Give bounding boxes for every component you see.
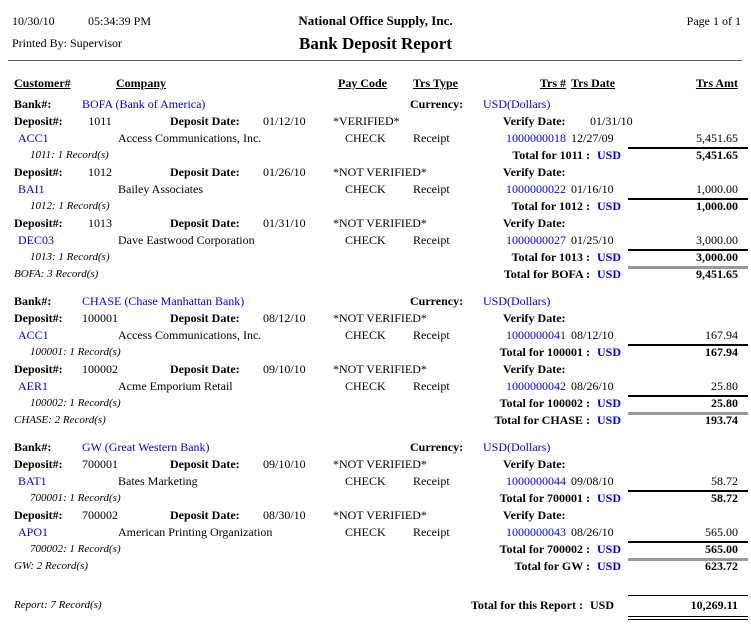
- verify-status: *NOT VERIFIED*: [333, 457, 427, 471]
- deposit-date: 08/12/10: [263, 311, 306, 325]
- deposit-number-label: Deposit#:: [14, 165, 63, 179]
- currency-label: Currency:: [410, 97, 464, 111]
- record-count: 700002: 1 Record(s): [30, 543, 121, 555]
- trs-number-link[interactable]: 1000000044: [506, 474, 566, 488]
- total-currency: USD: [597, 396, 622, 410]
- total-amount: 25.80: [711, 396, 738, 410]
- col-company: Company: [116, 76, 167, 90]
- deposit-date-label: Deposit Date:: [170, 508, 240, 522]
- verify-date-label: Verify Date:: [503, 508, 566, 522]
- transaction-row: [0, 232, 751, 249]
- col-trs-amt: Trs Amt: [695, 76, 738, 90]
- pay-code: CHECK: [345, 379, 386, 393]
- trs-date: 12/27/09: [571, 131, 614, 145]
- trs-date: 08/12/10: [571, 328, 614, 342]
- total-currency: USD: [597, 559, 622, 573]
- print-date: 10/30/10: [12, 14, 55, 28]
- company-name: Acme Emporium Retail: [118, 379, 233, 393]
- deposit-date-label: Deposit Date:: [170, 362, 240, 376]
- verify-date: 01/31/10: [590, 114, 633, 128]
- total-label: Total for 100002 :: [499, 396, 590, 410]
- trs-amount: 58.72: [711, 474, 738, 488]
- trs-date: 08/26/10: [571, 379, 614, 393]
- customer-code-link[interactable]: BAT1: [18, 474, 47, 488]
- deposit-number-label: Deposit#:: [14, 114, 63, 128]
- trs-amount: 167.94: [705, 328, 738, 342]
- record-count: 1013: 1 Record(s): [30, 251, 110, 263]
- bank-number-label: Bank#:: [14, 97, 52, 111]
- deposit-date-label: Deposit Date:: [170, 165, 240, 179]
- transaction-row: [0, 130, 751, 147]
- company-name: Access Communications, Inc.: [118, 328, 262, 342]
- deposit-date-label: Deposit Date:: [170, 114, 240, 128]
- record-count: 700001: 1 Record(s): [30, 492, 121, 504]
- trs-date: 01/16/10: [571, 182, 614, 196]
- trs-date: 01/25/10: [571, 233, 614, 247]
- total-amount: 193.74: [705, 413, 738, 427]
- trs-number-link[interactable]: 1000000022: [506, 182, 566, 196]
- deposit-total-row: [0, 490, 751, 507]
- record-count: 100002: 1 Record(s): [30, 397, 121, 409]
- report-total-amount: 10,269.11: [690, 598, 738, 612]
- trs-type: Receipt: [413, 182, 450, 196]
- record-count: BOFA: 3 Record(s): [14, 268, 99, 280]
- trs-number-link[interactable]: 1000000042: [506, 379, 566, 393]
- customer-code-link[interactable]: BAI1: [18, 182, 45, 196]
- report-total-rule-top: [628, 595, 748, 596]
- trs-amount: 3,000.00: [696, 233, 738, 247]
- total-label: Total for 1011 :: [512, 148, 590, 162]
- total-amount: 5,451.65: [696, 148, 738, 162]
- deposit-date: 08/30/10: [263, 508, 306, 522]
- deposit-total-row: [0, 344, 751, 361]
- trs-number-link[interactable]: 1000000027: [506, 233, 566, 247]
- amount-rule: [628, 344, 748, 346]
- deposit-number: 700001: [82, 457, 118, 471]
- col-trs-type: Trs Type: [413, 76, 459, 90]
- trs-number-link[interactable]: 1000000041: [506, 328, 566, 342]
- deposit-date-label: Deposit Date:: [170, 216, 240, 230]
- deposit-number: 100002: [82, 362, 118, 376]
- currency-value: USD(Dollars): [483, 294, 551, 308]
- total-amount: 623.72: [705, 559, 738, 573]
- total-amount: 565.00: [705, 542, 738, 556]
- amount-rule: [628, 490, 748, 492]
- verify-date-label: Verify Date:: [503, 311, 566, 325]
- company-name: Bates Marketing: [118, 474, 198, 488]
- deposit-total-row: [0, 249, 751, 266]
- trs-amount: 25.80: [711, 379, 738, 393]
- total-amount: 3,000.00: [696, 250, 738, 264]
- deposit-date: 01/31/10: [263, 216, 306, 230]
- pay-code: CHECK: [345, 525, 386, 539]
- deposit-number: 1011: [88, 114, 112, 128]
- transaction-row: [0, 378, 751, 395]
- deposit-number-label: Deposit#:: [14, 508, 63, 522]
- amount-rule: [628, 266, 748, 269]
- pay-code: CHECK: [345, 328, 386, 342]
- transaction-row: [0, 524, 751, 541]
- company-name: Bailey Associates: [118, 182, 203, 196]
- verify-status: *NOT VERIFIED*: [333, 362, 427, 376]
- deposit-header-row: [0, 215, 751, 232]
- total-currency: USD: [597, 267, 622, 281]
- amount-rule: [628, 541, 748, 543]
- verify-status: *NOT VERIFIED*: [333, 508, 427, 522]
- bank-total-row: [0, 412, 751, 429]
- total-currency: USD: [597, 491, 622, 505]
- bank-number-label: Bank#:: [14, 440, 52, 454]
- report-total-rule-bottom: [628, 616, 748, 620]
- customer-code-link[interactable]: ACC1: [18, 131, 49, 145]
- total-label: Total for 100001 :: [499, 345, 590, 359]
- verify-date-label: Verify Date:: [503, 114, 566, 128]
- deposit-date-label: Deposit Date:: [170, 311, 240, 325]
- currency-label: Currency:: [410, 440, 464, 454]
- bank-group-header: [0, 293, 751, 310]
- col-pay-code: Pay Code: [338, 76, 387, 90]
- bank-group-header: [0, 439, 751, 456]
- amount-rule: [628, 147, 748, 149]
- deposit-date-label: Deposit Date:: [170, 457, 240, 471]
- total-label: Total for 700002 :: [499, 542, 590, 556]
- printed-by: Printed By: Supervisor: [12, 36, 122, 50]
- header-rule: [8, 60, 742, 61]
- verify-status: *NOT VERIFIED*: [333, 216, 427, 230]
- deposit-number-label: Deposit#:: [14, 457, 63, 471]
- currency-label: Currency:: [410, 294, 464, 308]
- deposit-number: 1012: [88, 165, 112, 179]
- total-currency: USD: [597, 199, 622, 213]
- total-currency: USD: [597, 250, 622, 264]
- deposit-total-row: [0, 198, 751, 215]
- company-name: Access Communications, Inc.: [118, 131, 262, 145]
- transaction-row: [0, 473, 751, 490]
- deposit-header-row: [0, 113, 751, 130]
- customer-code-link[interactable]: ACC1: [18, 328, 49, 342]
- total-amount: 167.94: [705, 345, 738, 359]
- deposit-number: 1013: [88, 216, 112, 230]
- total-currency: USD: [597, 413, 622, 427]
- record-count: CHASE: 2 Record(s): [14, 414, 106, 426]
- deposit-total-row: [0, 395, 751, 412]
- currency-value: USD(Dollars): [483, 97, 551, 111]
- pay-code: CHECK: [345, 131, 386, 145]
- report-total-label: Total for this Report :: [471, 598, 583, 612]
- total-amount: 1,000.00: [696, 199, 738, 213]
- total-label: Total for BOFA :: [503, 267, 590, 281]
- verify-status: *NOT VERIFIED*: [333, 165, 427, 179]
- deposit-header-row: [0, 164, 751, 181]
- trs-number-link[interactable]: 1000000018: [506, 131, 566, 145]
- bank-code-link[interactable]: BOFA (Bank of America): [82, 97, 206, 111]
- trs-type: Receipt: [413, 379, 450, 393]
- bank-total-row: [0, 266, 751, 283]
- verify-date-label: Verify Date:: [503, 457, 566, 471]
- report-title: Bank Deposit Report: [298, 34, 452, 53]
- deposit-number: 700002: [82, 508, 118, 522]
- transaction-row: [0, 327, 751, 344]
- trs-type: Receipt: [413, 328, 450, 342]
- deposit-header-row: [0, 507, 751, 524]
- amount-rule: [628, 412, 748, 415]
- deposit-number-label: Deposit#:: [14, 362, 63, 376]
- deposit-header-row: [0, 361, 751, 378]
- deposit-date: 01/12/10: [263, 114, 306, 128]
- amount-rule: [628, 198, 748, 200]
- total-amount: 9,451.65: [696, 267, 738, 281]
- verify-status: *NOT VERIFIED*: [333, 311, 427, 325]
- bank-code-link[interactable]: GW (Great Western Bank): [82, 440, 210, 454]
- bank-group-header: [0, 96, 751, 113]
- record-count: GW: 2 Record(s): [14, 560, 89, 572]
- total-label: Total for 1013 :: [511, 250, 590, 264]
- total-amount: 58.72: [711, 491, 738, 505]
- record-count: 100001: 1 Record(s): [30, 346, 121, 358]
- customer-code-link[interactable]: AER1: [18, 379, 48, 393]
- deposit-header-row: [0, 456, 751, 473]
- company-name: Dave Eastwood Corporation: [118, 233, 255, 247]
- trs-type: Receipt: [413, 233, 450, 247]
- total-currency: USD: [597, 345, 622, 359]
- trs-number-link[interactable]: 1000000043: [506, 525, 566, 539]
- deposit-date: 09/10/10: [263, 457, 306, 471]
- report-total-currency: USD: [590, 598, 615, 612]
- deposit-header-row: [0, 310, 751, 327]
- company-name: American Printing Organization: [118, 525, 273, 539]
- pay-code: CHECK: [345, 474, 386, 488]
- trs-date: 08/26/10: [571, 525, 614, 539]
- amount-rule: [628, 395, 748, 397]
- verify-date-label: Verify Date:: [503, 362, 566, 376]
- col-customer: Customer#: [14, 76, 71, 90]
- deposit-number: 100001: [82, 311, 118, 325]
- trs-amount: 565.00: [705, 525, 738, 539]
- record-count: 1011: 1 Record(s): [30, 149, 109, 161]
- total-currency: USD: [597, 542, 622, 556]
- amount-rule: [628, 249, 748, 251]
- total-label: Total for CHASE :: [494, 413, 590, 427]
- currency-value: USD(Dollars): [483, 440, 551, 454]
- trs-date: 09/08/10: [571, 474, 614, 488]
- deposit-total-row: [0, 541, 751, 558]
- pay-code: CHECK: [345, 233, 386, 247]
- report-footer: [0, 591, 751, 627]
- print-time: 05:34:39 PM: [88, 14, 152, 28]
- total-label: Total for 700001 :: [499, 491, 590, 505]
- trs-amount: 5,451.65: [696, 131, 738, 145]
- deposit-date: 09/10/10: [263, 362, 306, 376]
- deposit-number-label: Deposit#:: [14, 311, 63, 325]
- amount-rule: [628, 558, 748, 561]
- pay-code: CHECK: [345, 182, 386, 196]
- total-label: Total for GW :: [514, 559, 590, 573]
- deposit-total-row: [0, 147, 751, 164]
- trs-type: Receipt: [413, 131, 450, 145]
- report-body: [0, 96, 751, 575]
- report-record-count: Report: 7 Record(s): [14, 599, 102, 611]
- bank-code-link[interactable]: CHASE (Chase Manhattan Bank): [82, 294, 245, 308]
- trs-type: Receipt: [413, 525, 450, 539]
- total-label: Total for 1012 :: [511, 199, 590, 213]
- customer-code-link[interactable]: DEC03: [18, 233, 54, 247]
- page-number: Page 1 of 1: [686, 14, 741, 28]
- col-trs-date: Trs Date: [571, 76, 616, 90]
- bank-total-row: [0, 558, 751, 575]
- transaction-row: [0, 181, 751, 198]
- verify-status: *VERIFIED*: [333, 114, 400, 128]
- deposit-date: 01/26/10: [263, 165, 306, 179]
- deposit-number-label: Deposit#:: [14, 216, 63, 230]
- trs-type: Receipt: [413, 474, 450, 488]
- col-trs-num: Trs #: [539, 76, 566, 90]
- total-currency: USD: [597, 148, 622, 162]
- bank-number-label: Bank#:: [14, 294, 52, 308]
- trs-amount: 1,000.00: [696, 182, 738, 196]
- verify-date-label: Verify Date:: [503, 216, 566, 230]
- verify-date-label: Verify Date:: [503, 165, 566, 179]
- company-name-title: National Office Supply, Inc.: [298, 13, 453, 28]
- customer-code-link[interactable]: APO1: [18, 525, 49, 539]
- record-count: 1012: 1 Record(s): [30, 200, 110, 212]
